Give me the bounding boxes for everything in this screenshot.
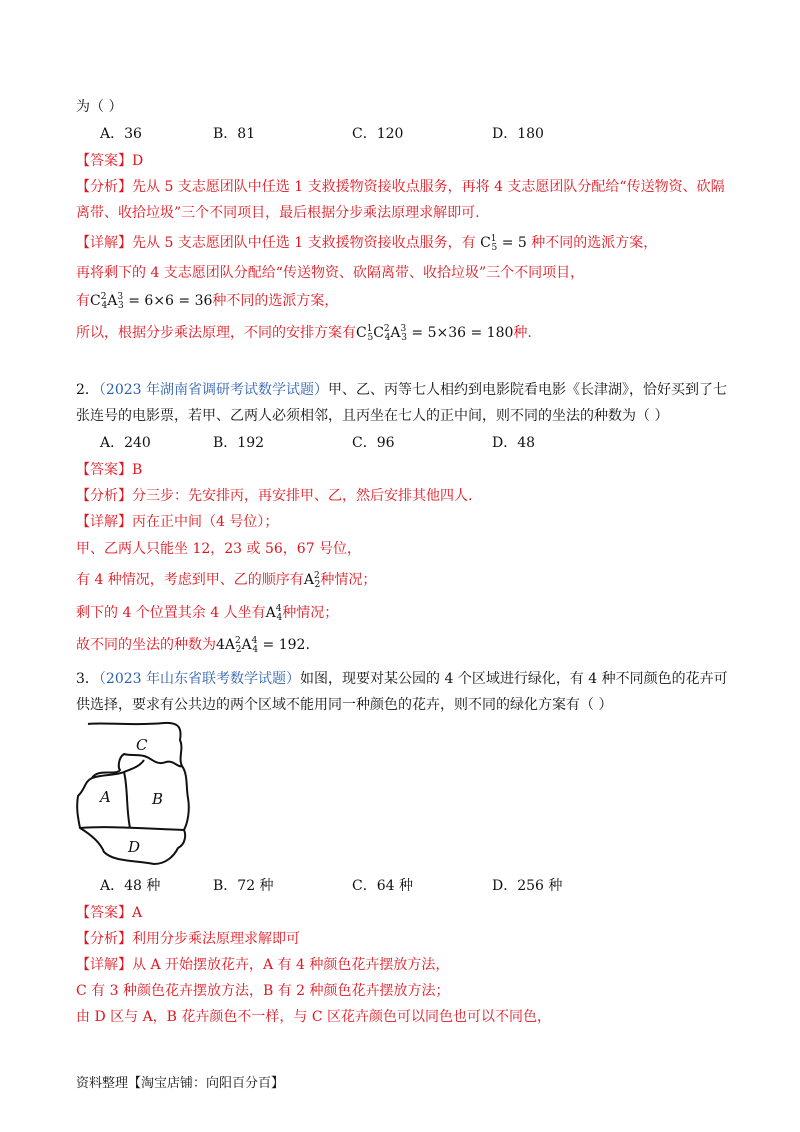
q3-analysis: 【分析】利用分步乘法原理求解即可 [76,931,300,947]
q3-number: 3． [76,671,99,687]
q1-detail-line1 [76,234,657,254]
q2-detail-line5-text: 故不同的坐法的种数为 [76,637,216,653]
q3-stem-text1: 如图，现要对某公园的 4 个区域进行绿化，有 4 种不同颜色的花卉可 [300,671,728,687]
footer-source: 资料整理【淘宝店铺：向阳百分百】 [76,1076,285,1091]
q2-option-a: A．240 [100,435,151,451]
q3-option-b: B．72 种 [213,878,274,894]
q2-stem-text1: 甲、乙、丙等七人相约到电影院看电影《长津湖》，恰好买到了七 [328,382,728,398]
q2-detail-line3-tail: 种情况； [320,572,377,588]
q2-formula-a22: $A^2_2$ [303,571,321,590]
q2-option-d: D．48 [492,435,536,451]
q1-answer: 【答案】D [76,153,144,169]
q1-formula-c42a33: $C^2_4A^3_3 = 6\times 6 = 36$ [90,292,213,311]
q3-source: （2023 年山东省联考数学试题） [98,671,301,687]
q1-detail-line4 [76,324,532,344]
q3-stem-line2: 供选择，要求有公共边的两个区域不能用同一种颜色的花卉，则不同的绿化方案有（ ） [76,697,613,713]
q2-source: （2023 年湖南省调研考试数学试题） [98,382,329,398]
q2-answer: 【答案】B [76,462,143,478]
q1-formula-total: $C^1_5C^2_4A^3_3 = 5\times 36 = 180$ [356,324,514,343]
border-ab-d [80,827,184,830]
q2-detail-line4-tail: 种情况； [282,605,339,621]
q1-option-d: D．180 [492,126,544,142]
region-label-a: A [100,788,111,806]
q3-option-c: C．64 种 [352,878,413,894]
q2-option-b: B．192 [213,435,265,451]
q2-detail-line1: 【详解】丙在正中间（4 号位）； [76,514,279,530]
q1-detail-line3-tail: 种不同的选派方案， [212,293,339,309]
q1-stem-tail: 为（ ） [76,99,123,115]
q3-option-a: A．48 种 [100,878,161,894]
q1-detail-line2: 再将剩下的 4 支志愿团队分配给“传送物资、砍隔离带、收拾垃圾”三个不同项目， [76,265,585,281]
q3-stem-line1 [76,670,728,688]
q2-number: 2． [76,382,99,398]
q1-detail-line3 [76,292,338,312]
park-regions-figure [74,718,204,868]
border-a-b [124,772,130,828]
q1-detail-line3-text: 有 [76,293,90,309]
q2-detail-line4-text: 剩下的 4 个位置其余 4 人坐有 [76,605,266,621]
q2-analysis: 【分析】分三步：先安排丙，再安排甲、乙，然后安排其他四人. [76,488,473,504]
q1-analysis-line2: 离带、收拾垃圾”三个不同项目，最后根据分步乘法原理求解即可. [76,205,480,221]
q2-detail-line5: 故不同的坐法的种数为$4A^2_2A^4_4 = 192$. [76,636,310,655]
q2-stem-line1 [76,381,727,399]
q3-answer: 【答案】A [76,905,143,921]
q1-option-c: C．120 [352,126,404,142]
q2-detail-line3 [76,571,376,591]
q1-detail-line1-text: 【详解】先从 5 支志愿团队中任选 1 支救援物资接收点服务，有 [76,235,476,251]
q2-detail-line4 [76,604,338,624]
q2-detail-line2: 甲、乙两人只能坐 12，23 或 56，67 号位， [76,541,362,557]
q1-option-b: B．81 [213,126,256,142]
q2-formula-total: $4A^2_2A^4_4 = 192$ [216,636,306,655]
q1-formula-c51: $C^1_5 = 5$ [475,234,532,253]
q1-detail-line4-tail: 种. [513,325,532,341]
q3-detail-line3: 由 D 区与 A，B 花卉颜色不一样，与 C 区花卉颜色可以同色也可以不同色， [76,1009,552,1025]
q2-stem-line2: 张连号的电影票，若甲、乙两人必须相邻，且丙坐在七人的正中间，则不同的坐法的种数为（ ） [76,408,669,424]
q1-detail-line4-text: 所以，根据分步乘法原理，不同的安排方案有 [76,325,356,341]
q3-detail-line2: C 有 3 种颜色花卉摆放方法，B 有 2 种颜色花卉摆放方法； [76,983,450,999]
region-label-b: B [152,790,164,808]
q3-detail-line1: 【详解】从 A 开始摆放花卉，A 有 4 种颜色花卉摆放方法， [76,957,450,973]
q1-analysis-line1: 【分析】先从 5 支志愿团队中任选 1 支救援物资接收点服务，再将 4 支志愿团队分配给“传送物资、砍隔 [76,179,725,195]
q2-option-c: C．96 [352,435,395,451]
q3-option-d: D．256 种 [492,878,563,894]
region-label-c: C [136,736,148,754]
q2-detail-line3-text: 有 4 种情况，考虑到甲、乙的顺序有 [76,572,304,588]
q1-detail-line1-tail: 种不同的选派方案， [531,235,658,251]
q1-option-a: A．36 [100,126,142,142]
q2-formula-a44: $A^4_4$ [265,604,283,623]
region-label-d: D [128,838,141,856]
